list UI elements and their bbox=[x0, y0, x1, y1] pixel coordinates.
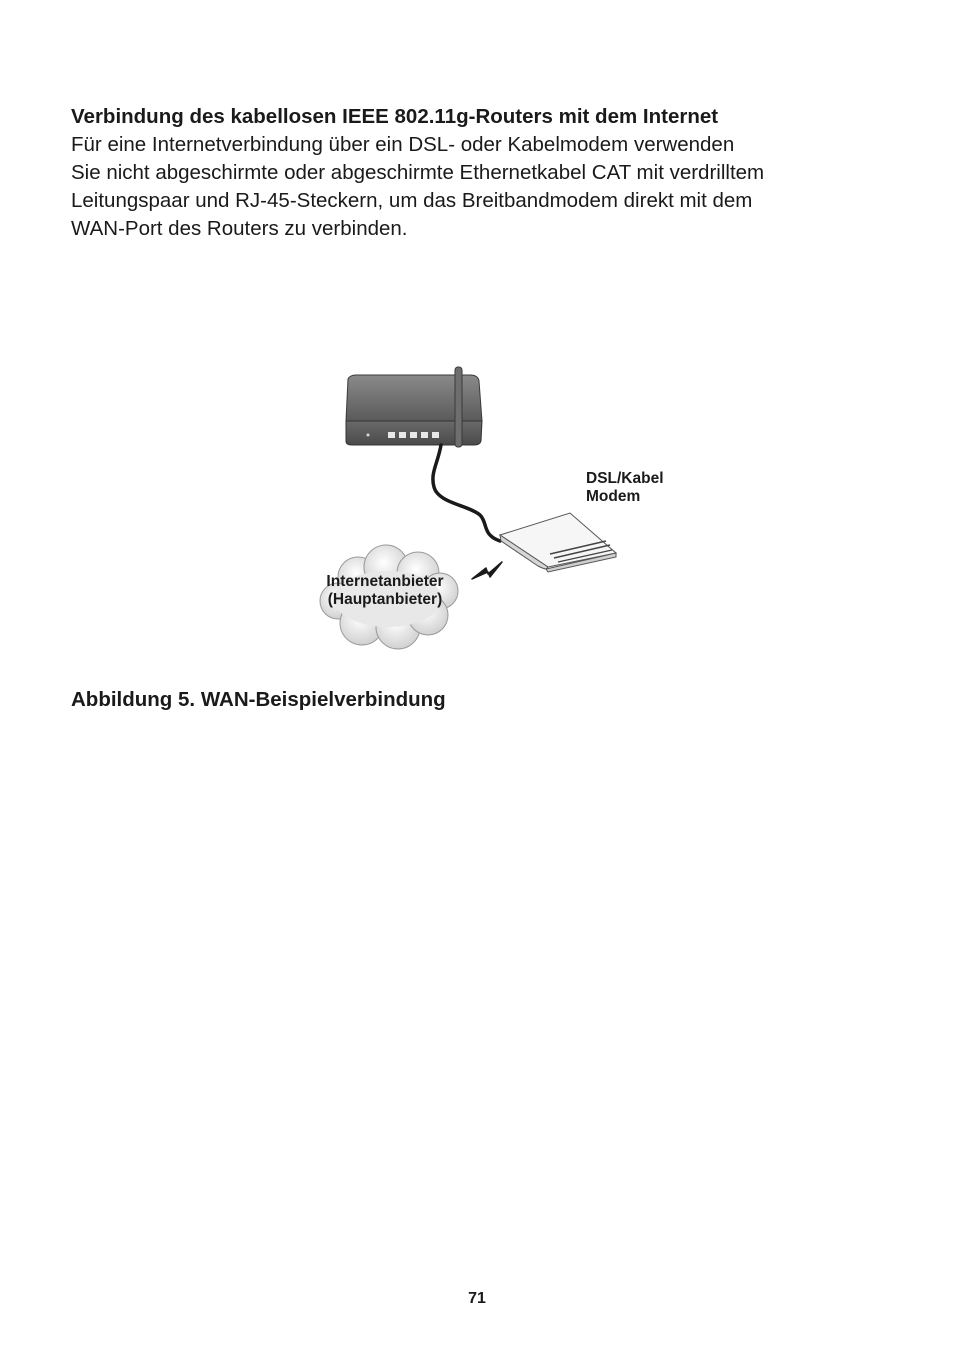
page-number: 71 bbox=[468, 1290, 486, 1307]
paragraph-line: Sie nicht abgeschirmte oder abgeschirmte Ethernetkabel CAT mit verdrilltem bbox=[71, 161, 765, 184]
modem-label-line: DSL/Kabel bbox=[586, 470, 664, 487]
isp-label-line: (Hauptanbieter) bbox=[327, 591, 443, 608]
isp-label-line: Internetanbieter bbox=[326, 573, 444, 590]
router-icon bbox=[346, 367, 482, 447]
paragraph-line: Leitungspaar und RJ-45-Steckern, um das Breitbandmodem direkt mit dem bbox=[71, 189, 753, 212]
modem-icon bbox=[500, 513, 616, 572]
figure-caption: Abbildung 5. WAN-Beispielverbindung bbox=[71, 688, 446, 711]
wan-connection-figure bbox=[300, 355, 700, 655]
modem-label bbox=[586, 470, 664, 506]
isp-label bbox=[300, 573, 470, 609]
paragraph-line: Für eine Internetverbindung über ein DSL- oder Kabelmodem verwenden bbox=[71, 133, 735, 156]
paragraph-line: WAN-Port des Routers zu verbinden. bbox=[71, 217, 408, 240]
modem-label-line: Modem bbox=[586, 488, 641, 505]
lightning-icon bbox=[472, 562, 502, 579]
section-heading: Verbindung des kabellosen IEEE 802.11g-Routers mit dem Internet bbox=[71, 105, 719, 128]
body-paragraph bbox=[71, 131, 901, 243]
ethernet-cable bbox=[433, 445, 500, 541]
